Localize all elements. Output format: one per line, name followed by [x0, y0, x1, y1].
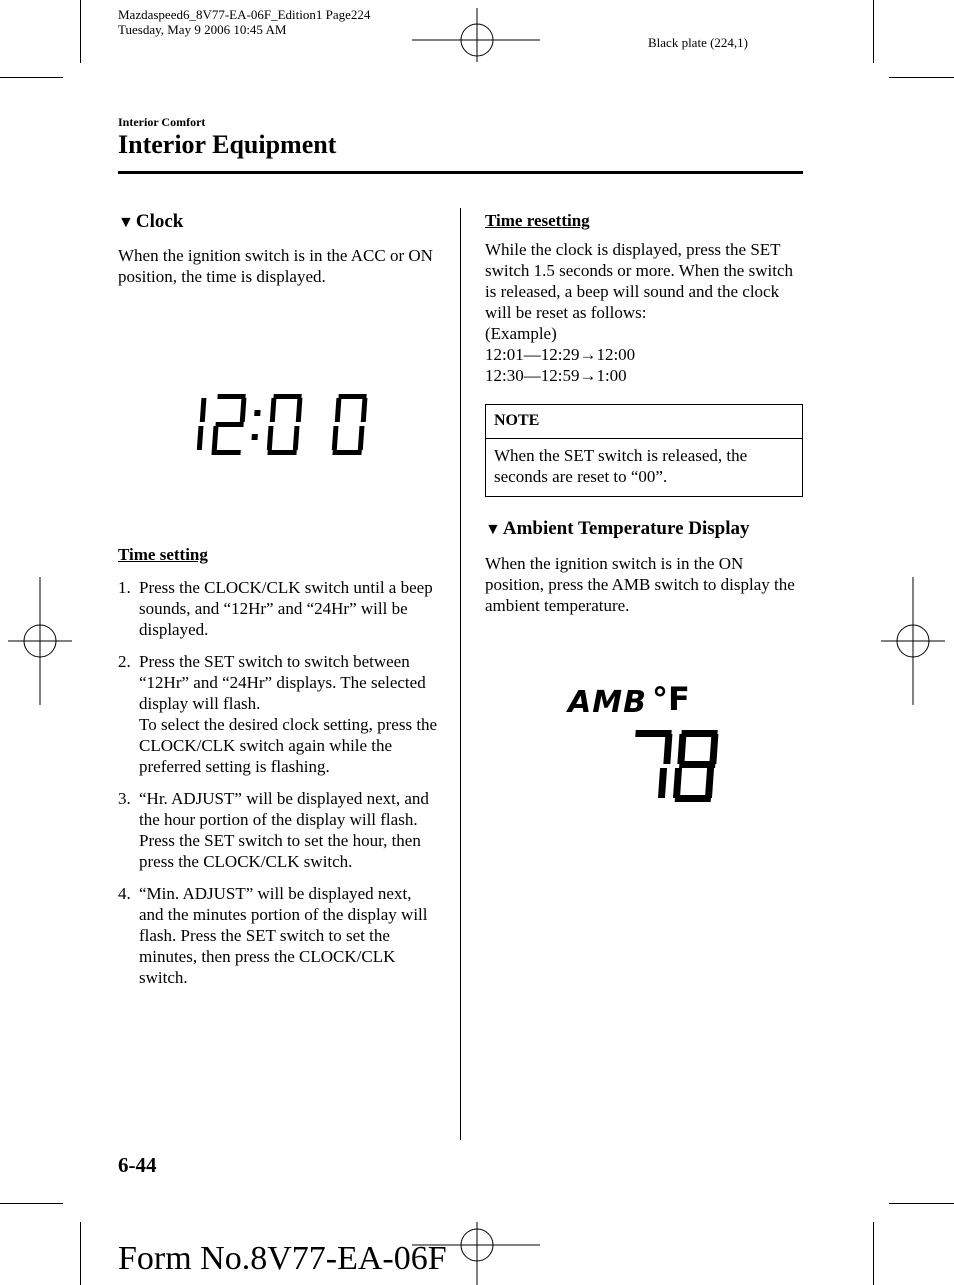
- triangle-bullet-icon: ▼: [485, 521, 501, 538]
- step-text-continued: To select the desired clock setting, press the CLOCK/CLK switch again while the preferred setting is flashing.: [139, 715, 438, 776]
- step-text: Press the CLOCK/CLK switch until a beep sounds, and “12Hr” and “24Hr” will be displayed.: [139, 578, 433, 639]
- step-number: 3.: [118, 789, 131, 808]
- time-resetting-text: While the clock is displayed, press the SET switch 1.5 seconds or more. When the switch is released, a beep will sound and the clock will be reset as follows:: [485, 240, 793, 322]
- example-line-1: 12:01—12:29→12:00: [485, 345, 636, 364]
- note-box: [485, 404, 803, 497]
- ambient-text: When the ignition switch is in the ON position, press the AMB switch to display the ambient temperature.: [485, 554, 795, 615]
- print-file-line: Mazdaspeed6_8V77-EA-06F_Edition1 Page224: [118, 7, 371, 22]
- note-text: When the SET switch is released, the seconds are reset to “00”.: [494, 446, 748, 486]
- column-divider: [460, 208, 461, 1140]
- print-date-line: Tuesday, May 9 2006 10:45 AM: [118, 22, 287, 37]
- step-number: 1.: [118, 578, 131, 597]
- clock-display-illustration: [190, 390, 390, 460]
- example-label: (Example): [485, 324, 557, 343]
- note-heading: NOTE: [486, 405, 802, 439]
- page-title: Interior Equipment: [118, 130, 337, 159]
- time-setting-steps: [118, 577, 440, 999]
- step-number: 2.: [118, 652, 131, 671]
- step-number: 4.: [118, 884, 131, 903]
- list-item: [118, 788, 440, 872]
- clock-heading-text: Clock: [135, 211, 184, 232]
- amb-value-illustration: [630, 726, 722, 806]
- clock-intro: When the ignition switch is in the ACC or ON position, the time is displayed.: [118, 246, 433, 286]
- list-item: [118, 651, 440, 777]
- list-item: [118, 883, 440, 988]
- clock-heading: [118, 211, 183, 233]
- print-plate: Black plate (224,1): [648, 35, 748, 50]
- step-text: Press the SET switch to switch between “12Hr” and “24Hr” displays. The selected display will flash.: [139, 652, 426, 713]
- title-rule: [118, 171, 803, 174]
- list-item: [118, 577, 440, 640]
- amb-label: AMB: [568, 685, 647, 720]
- step-text: “Min. ADJUST” will be displayed next, and the minutes portion of the display will flash. Press the SET switch to set the minutes, then press the CLOCK/CLK switch.: [139, 884, 428, 987]
- amb-unit: °F: [652, 680, 690, 718]
- ambient-heading: [485, 518, 750, 540]
- ambient-heading-text: Ambient Temperature Display: [502, 518, 750, 539]
- triangle-bullet-icon: ▼: [118, 214, 134, 231]
- time-resetting-heading: Time resetting: [485, 211, 590, 230]
- example-line-2: 12:30—12:59→1:00: [485, 366, 627, 385]
- section-label: Interior Comfort: [118, 115, 206, 129]
- time-setting-heading: Time setting: [118, 545, 208, 564]
- form-number: Form No.8V77-EA-06F: [118, 1240, 447, 1277]
- time-resetting-block: [485, 239, 803, 386]
- step-text: “Hr. ADJUST” will be displayed next, and the hour portion of the display will flash. Press the SET switch to set the hour, then press the CLOCK/CLK switch.: [139, 789, 429, 871]
- page-number: 6-44: [118, 1153, 157, 1177]
